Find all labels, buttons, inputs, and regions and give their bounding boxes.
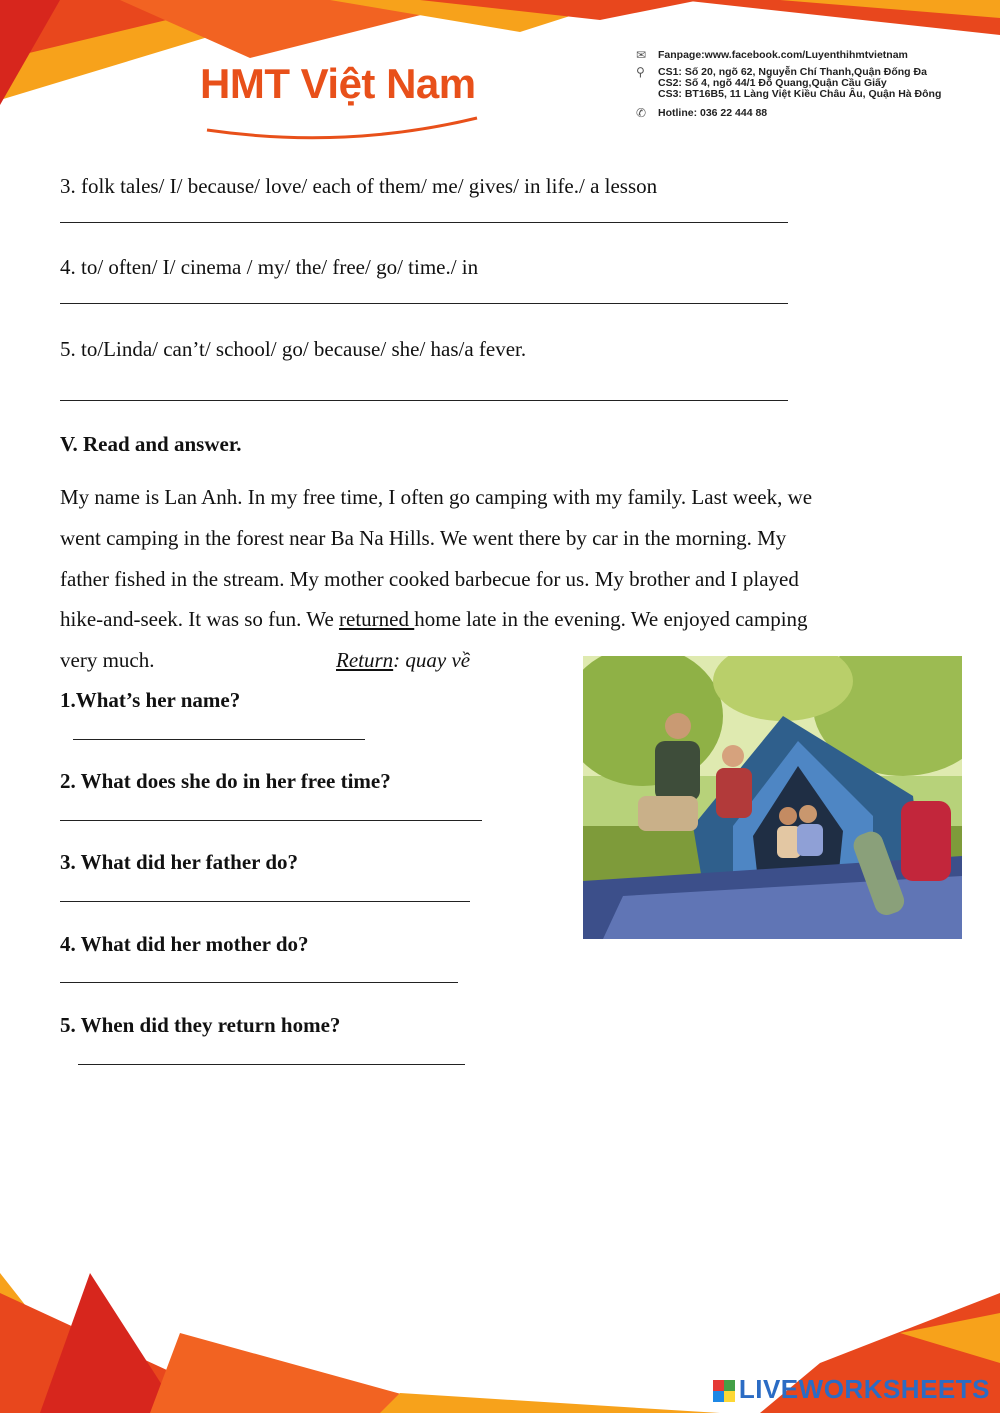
address-cs3: CS3: BT16B5, 11 Làng Việt Kiều Châu Âu, Quận Hà Đông	[658, 88, 942, 100]
logo-text: HMT Việt Nam	[200, 60, 476, 107]
section-heading: V. Read and answer.	[60, 432, 242, 456]
passage-line-3: father fished in the stream. My mother cooked barbecue for us. My brother and I played	[60, 567, 799, 591]
contact-block	[636, 50, 976, 119]
address-cs2: CS2: Số 4, ngõ 44/1 Đỗ Quang,Quận Cầu Giấy	[658, 77, 887, 89]
answer-line-q3[interactable]	[60, 901, 470, 902]
fanpage-text: Fanpage:www.facebook.com/Luyenthihmtvietnam	[658, 49, 908, 61]
passage-line-4-start: hike-and-seek. It was so fun. We	[60, 607, 340, 631]
camping-family-photo	[583, 656, 962, 939]
vocab-gloss	[336, 648, 470, 673]
phone-icon: ✆	[636, 106, 647, 120]
answer-line-3[interactable]	[60, 222, 788, 223]
reorder-item-3: 3. folk tales/ I/ because/ love/ each of them/ me/ gives/ in life./ a lesson	[60, 174, 658, 198]
question-3: 3. What did her father do?	[60, 850, 299, 874]
answer-line-q4[interactable]	[60, 982, 458, 983]
address-cs1: CS1: Số 20, ngõ 62, Nguyễn Chí Thanh,Quận Đống Đa	[658, 66, 927, 78]
location-pin-icon: ⚲	[636, 65, 645, 79]
question-5: 5. When did they return home?	[60, 1013, 341, 1037]
liveworksheets-brand[interactable]	[713, 1374, 990, 1405]
liveworksheets-badge-icon	[713, 1380, 735, 1402]
liveworksheets-text: LIVEWORKSHEETS	[738, 1374, 990, 1404]
passage-line-4-end: home late in the evening. We enjoyed camping	[414, 607, 808, 631]
underlined-word: returned	[339, 607, 415, 631]
reorder-item-4: 4. to/ often/ I/ cinema / my/ the/ free/ go/ time./ in	[60, 255, 479, 279]
answer-line-q1[interactable]	[73, 739, 365, 740]
question-1: 1.What’s her name?	[60, 688, 241, 712]
logo-swoosh	[205, 112, 480, 142]
reorder-item-5: 5. to/Linda/ can’t/ school/ go/ because/ she/ has/a fever.	[60, 337, 527, 361]
answer-line-5[interactable]	[60, 400, 788, 401]
passage-line-5: very much.	[60, 648, 155, 672]
question-2: 2. What does she do in her free time?	[60, 769, 391, 793]
answer-line-q5[interactable]	[78, 1064, 465, 1065]
gloss-word: Return	[336, 648, 394, 672]
passage-line-2: went camping in the forest near Ba Na Hills. We went there by car in the morning. My	[60, 526, 787, 550]
gloss-meaning: : quay về	[393, 648, 471, 672]
mail-icon: ✉	[636, 48, 647, 62]
answer-line-q2[interactable]	[60, 820, 482, 821]
brand-logo	[200, 60, 476, 108]
question-4: 4. What did her mother do?	[60, 932, 309, 956]
passage-line-1: My name is Lan Anh. In my free time, I often go camping with my family. Last week, we	[60, 485, 813, 509]
passage-line-4	[60, 607, 808, 632]
hotline-text: Hotline: 036 22 444 88	[658, 107, 768, 119]
answer-line-4[interactable]	[60, 303, 788, 304]
